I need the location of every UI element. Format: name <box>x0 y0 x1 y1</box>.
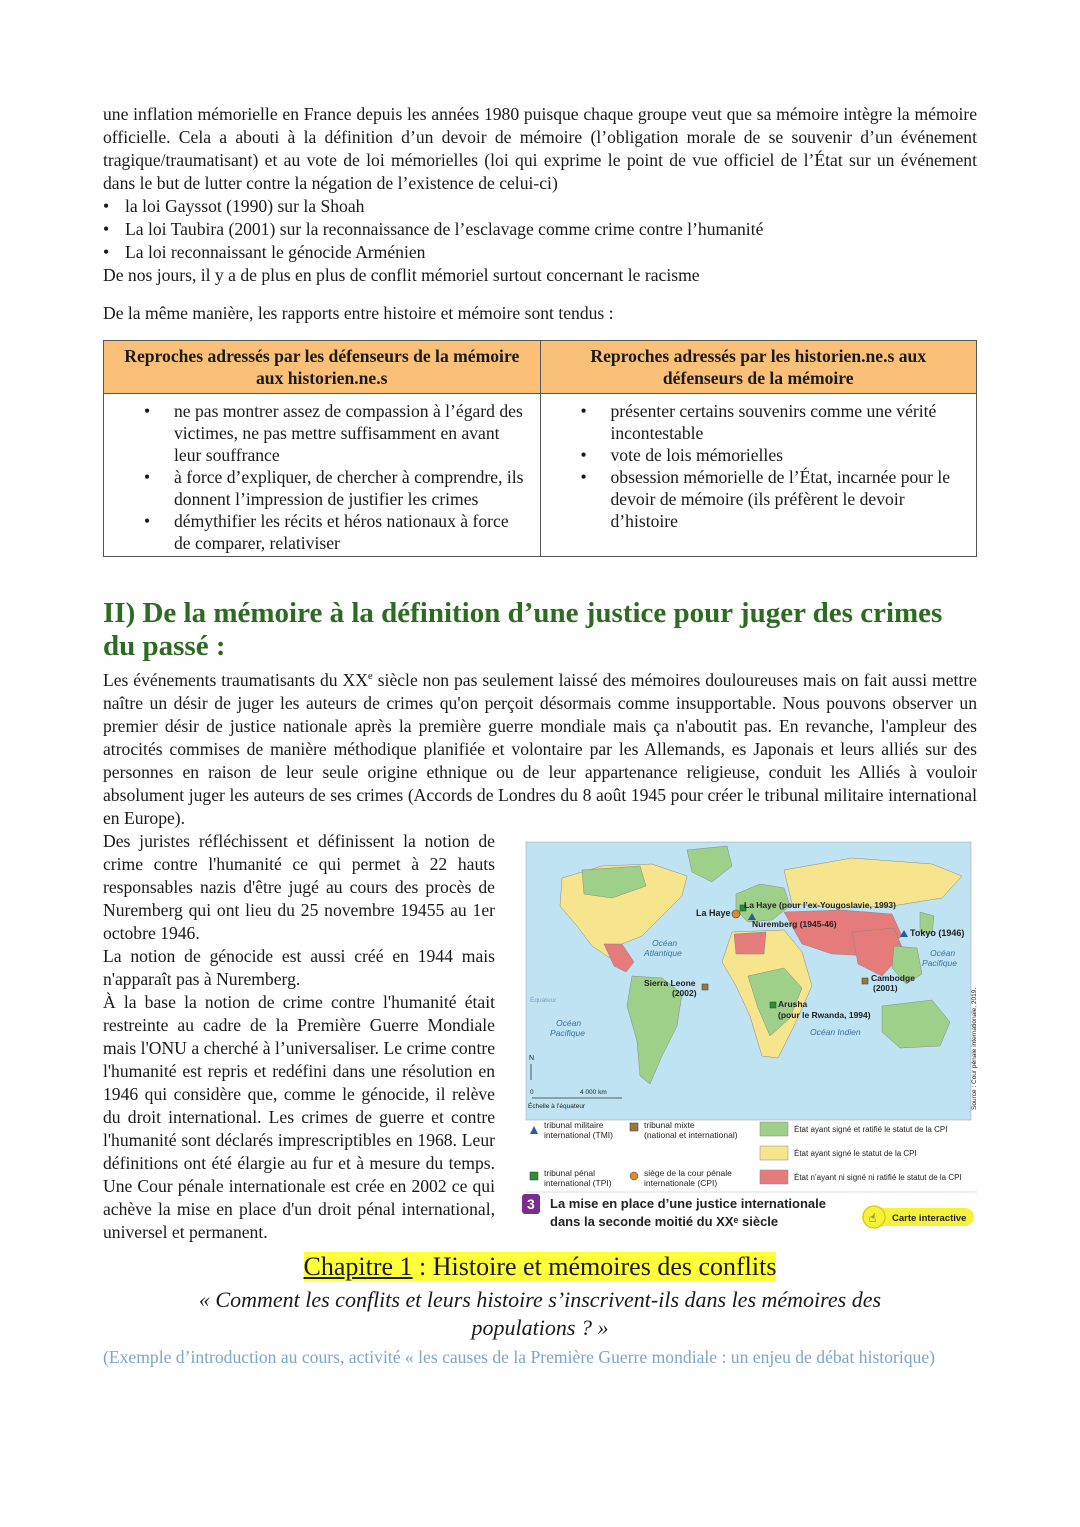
scale-km: 4 000 km <box>580 1088 607 1096</box>
section-paragraph: À la base la notion de crime contre l'humanité était restreinte au cadre de la Première Guerre Mondiale mais l'ONU a cherché à l’universaliser. Le crime contre l'humanité est repris et redéfini dans une résolution en 1946 qui considère que, comme le génocide, il relève du droit international. Les crimes de guerre et contre l'humanité sont déclarés imprescriptibles en 1968. Leur définitions ont été élargie au fur et à mesure du temps. Une Cour pénale internationale est crée en 2002 ce qui achève la mise en place d'un droit pénal international, universel et permanent. <box>103 991 495 1242</box>
text-run: siècle non pas seulement laissé des mémoires douloureuses mais on fait aussi mettre naître un désir de juger les auteurs de crimes qu'on perçoit désormais comme insupportable. Nous pouvons observer un premier désir de justice nationale après la première guerre mondiale mais ça n'aboutit pas. En revanche, l'ampleur des atrocités commises de manière méthodique planifiée et volontaire par les Allemands, es Japonais et leurs alliés sur des personnes en raison de leur seule origine ethnique ou de leur appartenance religieuse, conduit les Alliés à vouloir absolument juger les auteurs de ses crimes (Accords de Londres du 8 août 1945 pour créer le tribunal militaire international en Europe). <box>103 669 977 828</box>
label-ocean-pacifique-left: Océan <box>556 1017 582 1028</box>
legend-tpi-2: international (TPI) <box>544 1177 612 1188</box>
chapter-rest: : Histoire et mémoires des conflits <box>412 1251 777 1281</box>
label-tokyo: Tokyo (1946) <box>910 927 965 938</box>
legend-tmi-2: international (TMI) <box>544 1129 613 1140</box>
interactive-map-button[interactable] <box>862 1206 974 1228</box>
la-haye-marker <box>732 910 740 918</box>
north-arrow: N <box>529 1054 535 1062</box>
memorial-laws-list <box>103 195 977 264</box>
world-map <box>522 836 977 1246</box>
legend-red: État n’ayant ni signé ni ratifié le statut de la CPI <box>794 1172 962 1182</box>
section-title: II) De la mémoire à la définition d’une justice pour juger des crimes du passé : <box>103 597 943 662</box>
label-pacifique: Pacifique <box>922 957 957 968</box>
transition-line: De la même manière, les rapports entre histoire et mémoire sont tendus : <box>103 303 614 323</box>
table-header-right: Reproches adressés par les historien.ne.s aux défenseurs de la mémoire <box>540 341 977 394</box>
label-atlantique: Atlantique <box>644 947 682 958</box>
label-sierra-leone: Sierra Leone <box>644 977 696 988</box>
document-page <box>103 103 977 1369</box>
legend-yellow: État ayant signé le statut de la CPI <box>794 1148 917 1158</box>
legend-tpi: tribunal pénal <box>544 1167 596 1178</box>
legend-mixte: tribunal mixte <box>644 1119 695 1130</box>
list-item: • la loi Gayssot (1990) sur la Shoah <box>103 195 977 218</box>
label-cambodge-year: (2001) <box>873 982 898 993</box>
question-line-2: populations ? » <box>471 1314 609 1340</box>
svg-text:☝: ☝ <box>869 1210 877 1225</box>
superscript: e <box>367 670 373 682</box>
list-item: • à force d’expliquer, de chercher à comprendre, ils donnent l’impression de justifier les crimes <box>134 466 530 510</box>
chapter-question <box>103 1286 977 1342</box>
chapter-word: Chapitre 1 <box>303 1251 413 1281</box>
section-paragraph <box>103 665 977 830</box>
justice-map-figure <box>522 836 977 1246</box>
legend-green: État ayant signé et ratifié le statut de la CPI <box>794 1124 948 1134</box>
example-note: (Exemple d’introduction au cours, activité « les causes de la Première Guerre mondiale : un enjeu de débat historique) <box>103 1346 935 1367</box>
list-item: • obsession mémorielle de l’État, incarnée pour le devoir de mémoire (ils préfèrent le devoir d’histoire <box>571 466 967 532</box>
caption-number: 3 <box>527 1195 535 1212</box>
table-cell-right <box>540 394 977 557</box>
label-la-haye: La Haye <box>696 907 731 918</box>
label-ocean-indien: Océan Indien <box>810 1026 861 1037</box>
label-arusha-detail: (pour le Rwanda, 1994) <box>778 1009 871 1020</box>
label-sierra-year: (2002) <box>672 987 697 998</box>
legend-tmi: tribunal militaire <box>544 1119 604 1130</box>
map-source: Source : Cour pénale internationale, 2019. <box>971 987 978 1110</box>
text-run: Les événements traumatisants du XX <box>103 669 368 690</box>
list-item: • La loi Taubira (2001) sur la reconnaissance de l’esclavage comme crime contre l’humanité <box>103 218 977 241</box>
label-arusha: Arusha <box>778 998 808 1009</box>
map-caption: La mise en place d’une justice internationale <box>550 1195 826 1211</box>
chapter-title <box>103 1252 977 1282</box>
list-item: • vote de lois mémorielles <box>571 444 967 466</box>
list-item: • démythifier les récits et héros nationaux à force de comparer, relativiser <box>134 510 530 554</box>
label-equateur: Équateur <box>530 996 557 1004</box>
scale-zero: 0 <box>530 1088 534 1096</box>
label-pacifique-left: Pacifique <box>550 1027 585 1038</box>
legend-mixte-2: (national et international) <box>644 1129 738 1140</box>
list-item: • présenter certains souvenirs comme une vérité incontestable <box>571 400 967 444</box>
interactive-map-label: Carte interactive <box>892 1212 967 1224</box>
question-line-1: « Comment les conflits et leurs histoire s’inscrivent-ils dans les mémoires des <box>198 1286 882 1312</box>
section-paragraph: Des juristes réfléchissent et définissent la notion de crime contre l'humanité ce qui permet à 22 hauts responsables nazis d'être jugé au cours des procès de Nuremberg qui ont lieu du 25 novembre 19455 au 1er octobre 1946. <box>103 830 495 943</box>
legend-cpi: siège de la cour pénale <box>644 1167 732 1178</box>
section-body <box>103 665 977 1244</box>
intro-paragraph: une inflation mémorielle en France depuis les années 1980 puisque chaque groupe veut que sa mémoire intègre la mémoire officielle. Cela a abouti à la définition d’un devoir de mémoire (l’obligation morale de se souvenir d’un événement tragique/traumatisant) et au vote de loi mémorielles (loi qui exprime le point de vue officiel de l’État sur un événement dans le but de lutter contre la négation de l’existence de celui-ci) <box>103 104 977 193</box>
conflict-line: De nos jours, il y a de plus en plus de conflit mémoriel surtout concernant le racisme <box>103 265 700 285</box>
label-cambodge: Cambodge <box>871 972 915 983</box>
label-ocean-atlantique: Océan <box>652 937 678 948</box>
scale-note: Échelle à l’équateur <box>528 1102 586 1110</box>
list-item: • La loi reconnaissant le génocide Arménien <box>103 241 977 264</box>
label-la-haye-yougo: La Haye (pour l’ex-Yougoslavie, 1993) <box>744 899 896 910</box>
list-item: • ne pas montrer assez de compassion à l’égard des victimes, ne pas mettre suffisamment en avant leur souffrance <box>134 400 530 466</box>
section-paragraph: La notion de génocide est aussi créé en 1944 mais n'apparaît pas à Nuremberg. <box>103 945 495 989</box>
map-caption-2: dans la seconde moitié du XXᵉ siècle <box>550 1213 779 1229</box>
legend-cpi-2: internationale (CPI) <box>644 1177 718 1188</box>
table-cell-left <box>104 394 541 557</box>
table-header-left: Reproches adressés par les défenseurs de la mémoire aux historien.ne.s <box>104 341 541 394</box>
label-ocean-pacifique: Océan <box>930 947 956 958</box>
label-nuremberg: Nuremberg (1945-46) <box>752 918 837 929</box>
reproaches-table <box>103 340 977 557</box>
